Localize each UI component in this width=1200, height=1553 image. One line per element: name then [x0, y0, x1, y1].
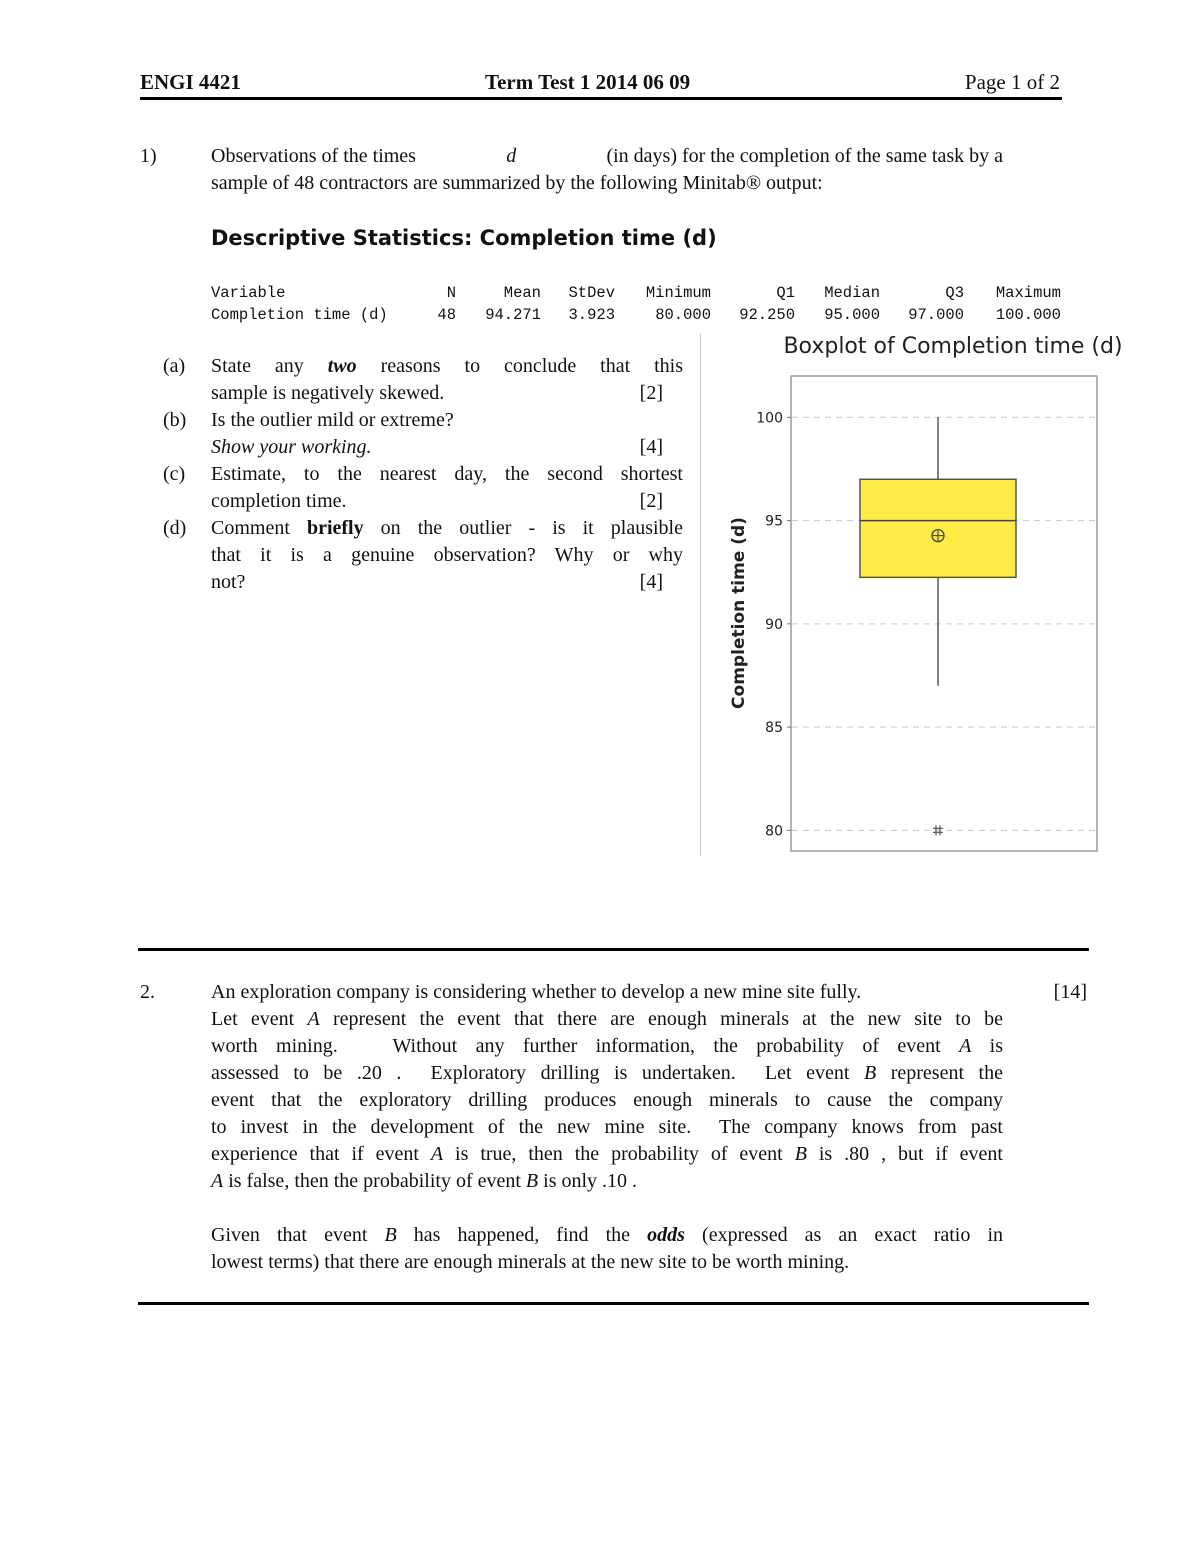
th-maximum: Maximum — [995, 284, 1061, 302]
th-n: N — [446, 284, 456, 302]
part-d-marks: [4] — [639, 571, 663, 593]
part-d-line3: not? — [211, 571, 246, 593]
part-c-marks: [2] — [639, 490, 663, 512]
stats-table — [211, 284, 1061, 328]
th-stdev: StDev — [568, 284, 615, 302]
q1-intro-a: Observations of the times — [211, 145, 416, 167]
td-median: 95.000 — [824, 306, 880, 324]
part-b-marks: [4] — [639, 436, 663, 458]
part-b — [163, 407, 683, 461]
part-b-line1: Is the outlier mild or extreme? — [211, 409, 454, 431]
part-b-line2: Show your working. — [211, 436, 372, 458]
part-a-line1: State any two reasons to conclude that this — [211, 355, 683, 377]
header-page-number: Page 1 of 2 — [964, 70, 1060, 94]
part-d — [163, 515, 683, 596]
q2-marks: [14] — [1053, 981, 1087, 1003]
part-d-line2: that it is a genuine observation? Why or why — [211, 544, 683, 566]
q2-line-4: assessed to be .20 . Exploratory drilling is undertaken. Let event B represent the — [211, 1062, 1003, 1084]
box-iqr — [860, 479, 1016, 577]
y-tick-label-100: 100 — [756, 410, 783, 427]
header-course: ENGI 4421 — [140, 70, 241, 94]
td-q3: 97.000 — [908, 306, 964, 324]
th-q1: Q1 — [776, 284, 795, 302]
q2-line-8: A is false, then the probability of event B is only .10 . — [211, 1170, 638, 1192]
q2-body — [211, 979, 1003, 1276]
header-rule — [140, 97, 1062, 100]
q2-line-1: An exploration company is considering whether to develop a new mine site fully. — [211, 981, 862, 1003]
part-d-label: (d) — [163, 517, 187, 539]
chart-title: Boxplot of Completion time (d) — [783, 334, 1123, 359]
y-axis-label: Completion time (d) — [729, 517, 749, 709]
y-tick-label-95: 95 — [765, 513, 783, 530]
plot-frame — [791, 376, 1097, 851]
part-d-line1: Comment briefly on the outlier - is it plausible — [211, 517, 683, 539]
td-variable: Completion time (d) — [211, 306, 388, 324]
td-mean: 94.271 — [485, 306, 541, 324]
part-c-line1: Estimate, to the nearest day, the second shortest — [211, 463, 683, 485]
q1-intro-line2: sample of 48 contractors are summarized by the following Minitab® output: — [211, 172, 823, 194]
q1-intro-line1 — [211, 143, 1003, 170]
part-a-marks: [2] — [639, 382, 663, 404]
part-a — [163, 353, 683, 407]
th-q3: Q3 — [945, 284, 964, 302]
th-minimum: Minimum — [645, 284, 711, 302]
td-minimum: 80.000 — [655, 306, 711, 324]
section-rule-1 — [138, 948, 1089, 951]
header-test-title: Term Test 1 2014 06 09 — [485, 70, 691, 94]
th-median: Median — [824, 284, 880, 302]
th-mean: Mean — [503, 284, 541, 302]
q2-number: 2. — [140, 981, 155, 1003]
chart-separator — [700, 334, 701, 856]
part-a-line2: sample is negatively skewed. — [211, 382, 445, 404]
q2-line-2: Let event A represent the event that there are enough minerals at the new site to be — [211, 1008, 1003, 1030]
q2-question-line-1: Given that event B has happened, find the odds (expressed as an exact ratio in — [211, 1224, 1003, 1246]
q1-intro-b: (in days) for the completion of the same task by a — [606, 145, 1003, 167]
part-c-line2: completion time. — [211, 490, 347, 512]
part-c — [163, 461, 683, 515]
y-tick-label-90: 90 — [765, 616, 783, 633]
q2-question-line-2: lowest terms) that there are enough minerals at the new site to be worth mining. — [211, 1251, 850, 1273]
td-q1: 92.250 — [739, 306, 795, 324]
td-maximum: 100.000 — [995, 306, 1061, 324]
td-stdev: 3.923 — [568, 306, 615, 324]
q2-line-3: worth mining. Without any further information, the probability of event A is — [211, 1035, 1003, 1057]
y-tick-label-80: 80 — [765, 823, 783, 840]
q2-line-6: to invest in the development of the new mine site. The company knows from past — [211, 1116, 1003, 1138]
q2-line-5: event that the exploratory drilling produces enough minerals to cause the company — [211, 1089, 1003, 1111]
part-b-label: (b) — [163, 409, 187, 431]
boxplot-chart — [702, 328, 1142, 858]
q1-number: 1) — [140, 145, 157, 167]
q1-intro-var: d — [506, 145, 517, 167]
part-a-label: (a) — [163, 355, 186, 377]
section-rule-2 — [138, 1302, 1089, 1305]
td-n: 48 — [437, 306, 456, 324]
th-variable: Variable — [211, 284, 286, 302]
q2-line-7: experience that if event A is true, then the probability of event B is .80 , but if event — [211, 1143, 1003, 1165]
part-c-label: (c) — [163, 463, 186, 485]
stats-title: Descriptive Statistics: Completion time (d) — [211, 226, 717, 250]
y-tick-label-85: 85 — [765, 720, 783, 737]
